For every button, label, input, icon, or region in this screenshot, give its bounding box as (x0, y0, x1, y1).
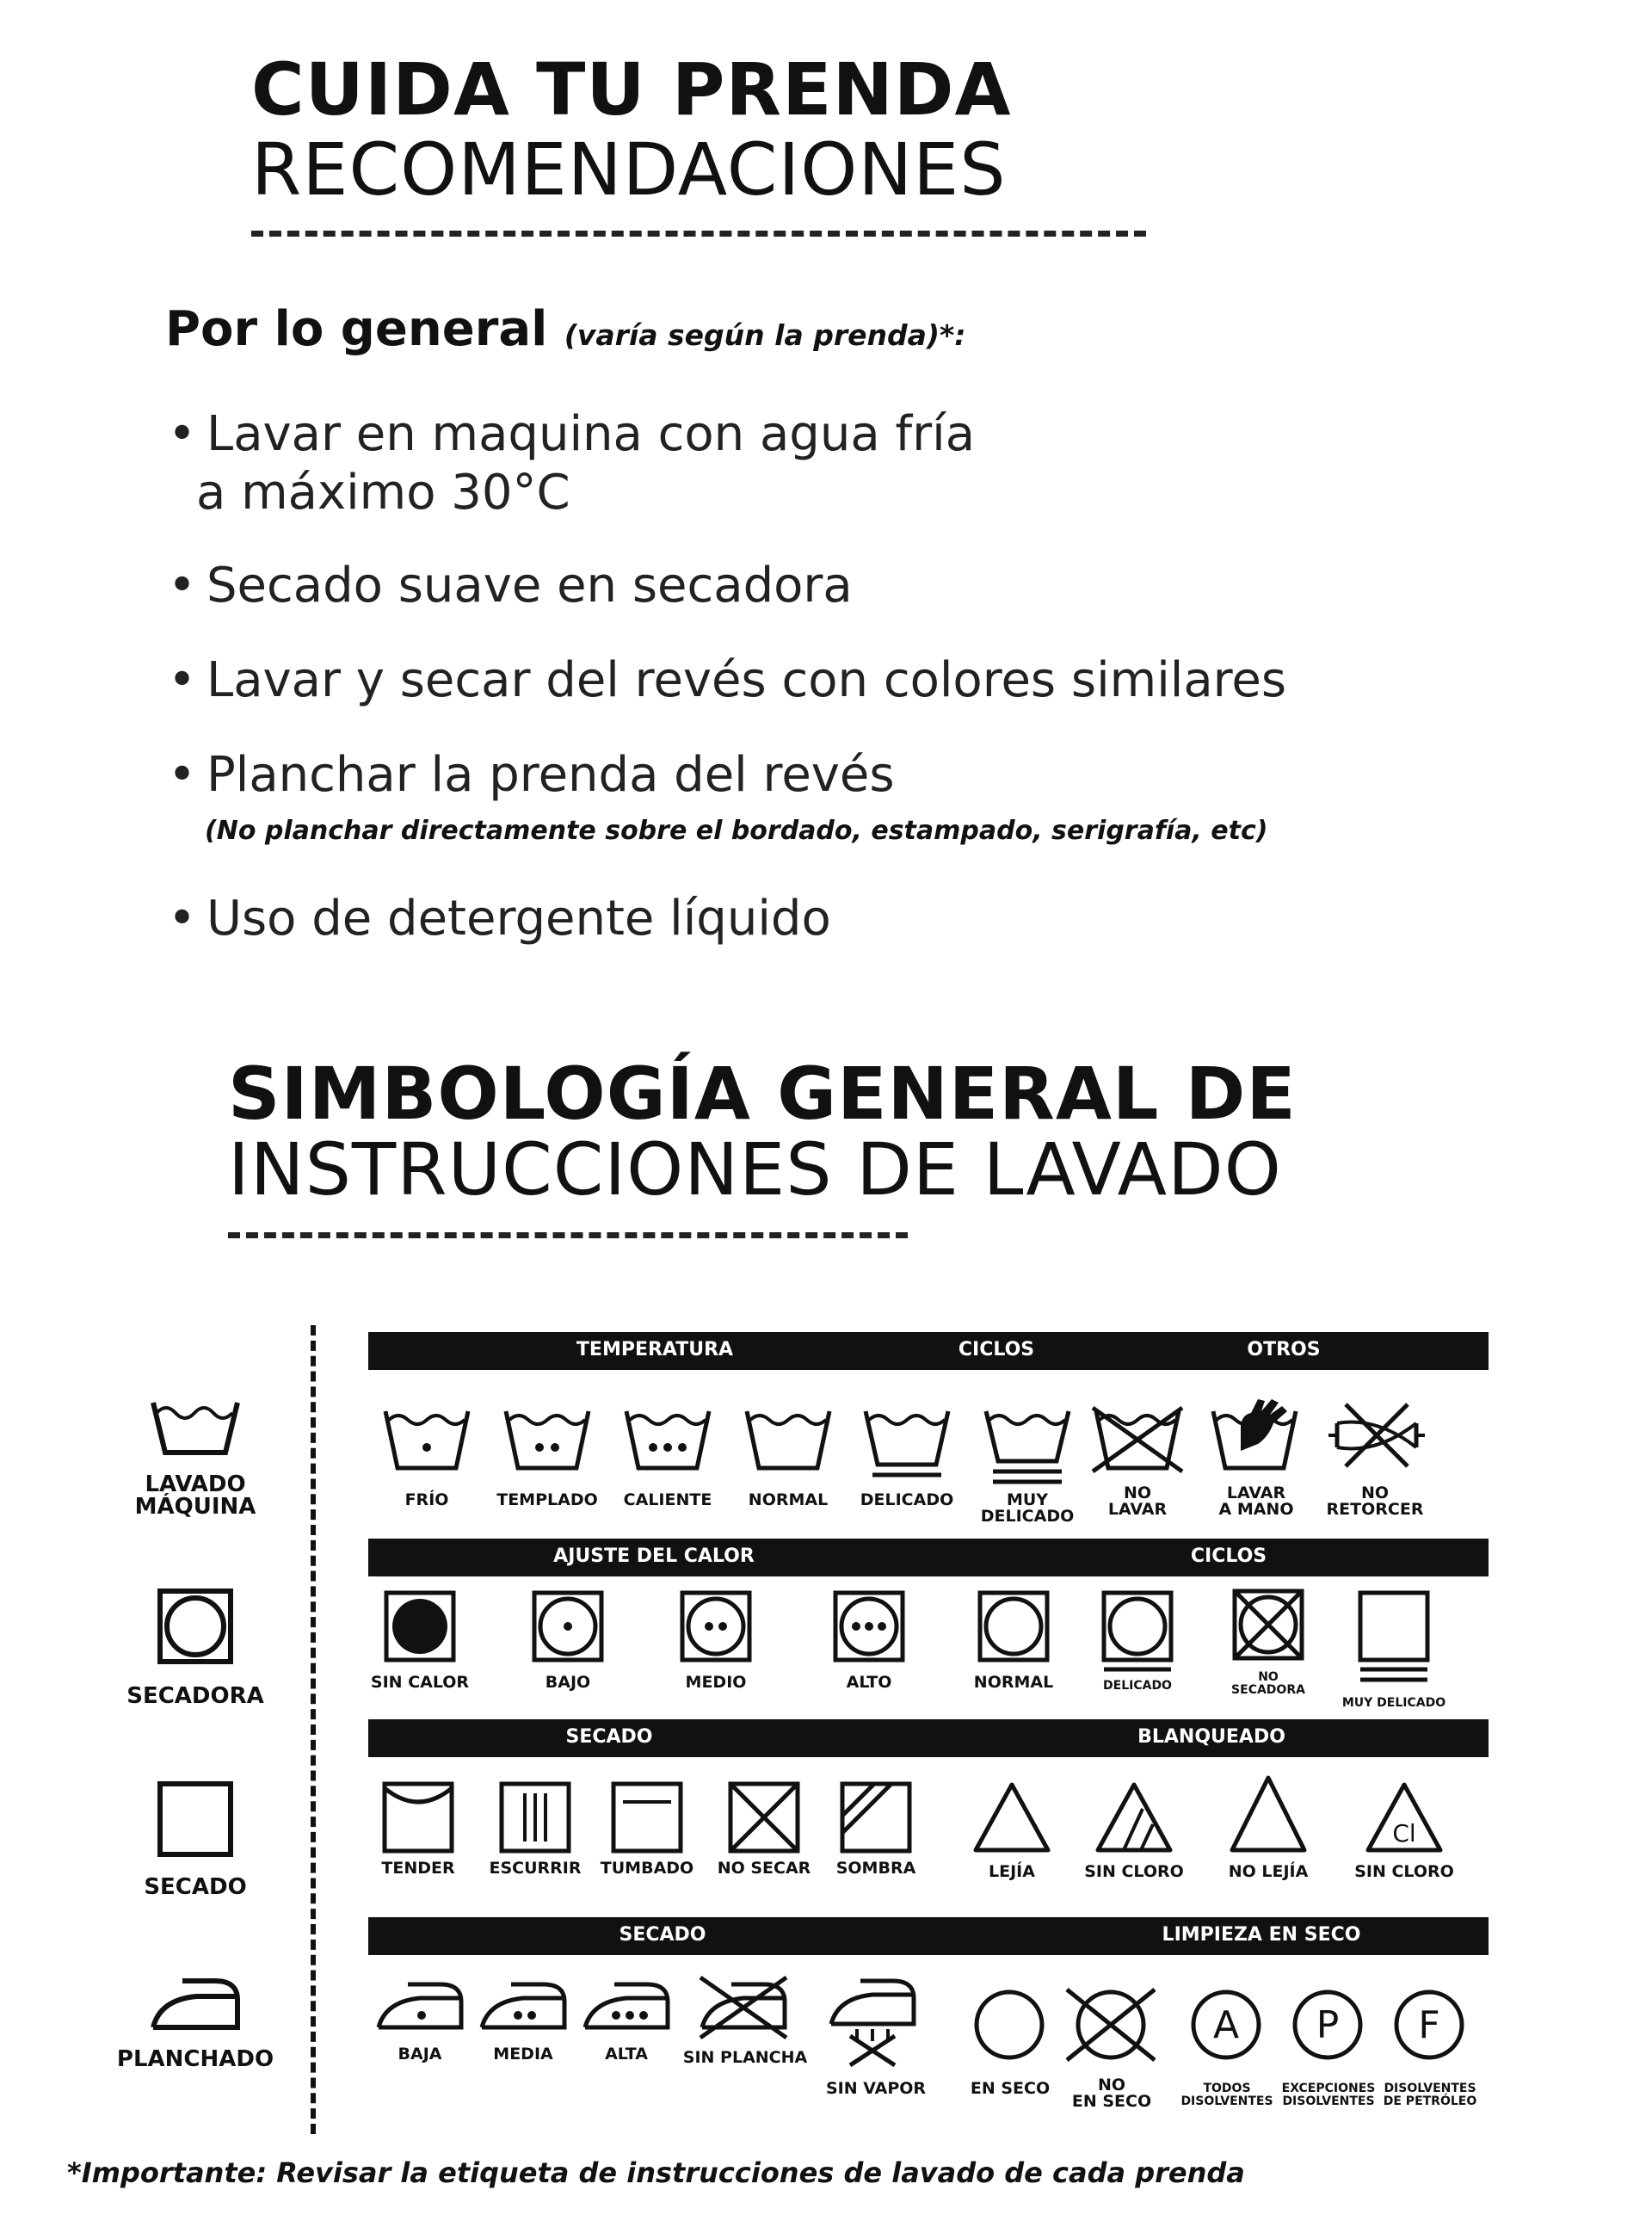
do-not-dry-icon (728, 1781, 800, 1854)
bullet-dot: • (168, 891, 197, 947)
label-no-secar: NO SECAR (717, 1859, 811, 1878)
bullet-dot: • (168, 406, 197, 462)
label-normal: NORMAL (748, 1490, 829, 1509)
care-title: CUIDA TU PRENDA (251, 47, 1012, 132)
wash-1-dot-icon (382, 1404, 472, 1473)
label-de-petroleo: DE PETRÓLEO (1383, 2094, 1477, 2108)
header-otros: OTROS (1247, 1339, 1321, 1360)
hand-wash-icon (1210, 1394, 1299, 1473)
bullet-dot: • (168, 747, 197, 803)
label-delicado-2: DELICADO (980, 1507, 1075, 1526)
header-bar-2 (368, 1539, 1489, 1576)
dry-square-icon (157, 1781, 233, 1857)
label-sin-vapor: SIN VAPOR (825, 2079, 927, 2098)
label-sombra: SOMBRA (835, 1859, 916, 1878)
header-ajuste-calor: AJUSTE DEL CALOR (553, 1545, 755, 1567)
label-lejia: LEJÍA (989, 1862, 1035, 1881)
label-lavar-a-mano (1192, 1485, 1321, 1518)
do-not-dry-clean-icon (1063, 1984, 1158, 2065)
label-alta: ALTA (605, 2045, 648, 2064)
do-not-wring-icon (1328, 1401, 1425, 1470)
vertical-separator (311, 1325, 316, 2134)
general-bold: Por lo general (165, 301, 548, 357)
label-disolventes: DISOLVENTES (1384, 2082, 1476, 2095)
category-dryer: SECADORA (126, 1683, 264, 1709)
category-iron: PLANCHADO (116, 2046, 274, 2072)
chlorine-bleach-icon (1365, 1780, 1444, 1855)
label-media: MEDIA (493, 2045, 553, 2064)
general-heading (165, 301, 965, 357)
bullet-1-line2: a máximo 30°C (196, 465, 570, 521)
label-no: NO (1258, 1670, 1279, 1684)
label-normal: NORMAL (973, 1673, 1054, 1692)
label-muy: MUY (1006, 1490, 1049, 1509)
symbols-title: SIMBOLOGÍA GENERAL DE (228, 1052, 1297, 1136)
do-not-iron-icon (693, 1974, 793, 2039)
label-sin-calor: SIN CALOR (370, 1673, 470, 1692)
label-a-mano: A MANO (1218, 1500, 1294, 1519)
glyph-a: A (1212, 2003, 1240, 2047)
iron-high-icon (582, 1979, 671, 2033)
label-disolventes-petroleo (1365, 2082, 1495, 2108)
iron-low-icon (375, 1979, 465, 2033)
divider (251, 231, 1146, 237)
label-lavar: LAVAR (1107, 1500, 1168, 1519)
header-ciclos: CICLOS (1190, 1545, 1267, 1567)
label-tender: TENDER (381, 1859, 455, 1878)
wash-tub-icon (148, 1392, 243, 1461)
label-no: NO (1097, 2076, 1126, 2094)
dry-clean-a-icon (1189, 1988, 1263, 2062)
label-disolventes: DISOLVENTES (1180, 2094, 1273, 2108)
no-bleach-icon (1229, 1773, 1308, 1855)
label-no-en-seco (1047, 2077, 1176, 2110)
label-en-seco: EN SECO (970, 2079, 1051, 2098)
bullet-dot: • (168, 652, 197, 708)
category-wash-line1: LAVADO (145, 1471, 246, 1497)
bullet-dot: • (168, 558, 197, 614)
label-escurrir: ESCURRIR (489, 1859, 582, 1878)
dry-clean-p-icon (1291, 1988, 1365, 2062)
header-ciclos: CICLOS (958, 1339, 1035, 1360)
dryer-normal-icon (977, 1590, 1050, 1663)
label-no-lejia: NO LEJÍA (1228, 1862, 1309, 1881)
label-no-retorcer (1310, 1485, 1439, 1518)
dryer-no-heat-icon (384, 1590, 456, 1663)
label-excepciones: EXCEPCIONES (1281, 2082, 1376, 2095)
flat-dry-icon (611, 1781, 683, 1854)
label-muy-delicado: MUY DELICADO (1341, 1696, 1446, 1710)
dryer-delicate-icon (1101, 1590, 1174, 1673)
dryer-high-icon (833, 1590, 905, 1663)
no-steam-icon (828, 1976, 917, 2070)
glyph-p: P (1316, 2003, 1340, 2047)
header-bar-3 (368, 1719, 1489, 1757)
wash-normal-icon (743, 1404, 833, 1473)
label-lavar: LAVAR (1226, 1484, 1286, 1502)
header-secado: SECADO (619, 1924, 706, 1946)
divider (228, 1232, 908, 1238)
label-baja: BAJA (398, 2045, 442, 2064)
glyph-f: F (1418, 2003, 1440, 2047)
header-bar-4 (368, 1917, 1489, 1955)
iron-icon (148, 1976, 243, 2033)
label-medio: MEDIO (685, 1673, 747, 1692)
bullet-4: Planchar la prenda del revés (206, 747, 895, 803)
dry-clean-f-icon (1392, 1988, 1466, 2062)
header-blanqueado: BLANQUEADO (1137, 1726, 1285, 1748)
label-secadora: SECADORA (1231, 1683, 1305, 1697)
label-no: NO (1123, 1484, 1152, 1502)
label-en-seco: EN SECO (1071, 2092, 1152, 2111)
tumble-dry-icon (157, 1589, 233, 1664)
label-todos: TODOS (1203, 2082, 1251, 2095)
label-no-lavar (1073, 1485, 1202, 1518)
footnote: *Importante: Revisar la etiqueta de instrucciones de lavado de cada prenda (67, 2156, 1245, 2189)
line-dry-icon (382, 1781, 454, 1854)
wash-2-dots-icon (502, 1404, 592, 1473)
header-secado: SECADO (565, 1726, 653, 1748)
label-retorcer: RETORCER (1326, 1500, 1424, 1519)
label-delicado: DELICADO (1103, 1679, 1172, 1693)
no-dryer-icon (1232, 1589, 1304, 1661)
label-caliente: CALIENTE (623, 1490, 712, 1509)
category-dry: SECADO (144, 1874, 247, 1900)
header-temperatura: TEMPERATURA (576, 1339, 734, 1360)
category-wash (101, 1473, 290, 1518)
bullet-1-line1: Lavar en maquina con agua fría (206, 406, 976, 462)
bullet-5: Uso de detergente líquido (206, 891, 831, 947)
non-chlorine-bleach-icon (1094, 1780, 1174, 1855)
chlorine-glyph: Cl (1392, 1819, 1416, 1848)
wash-very-delicate-icon (983, 1404, 1072, 1487)
drip-dry-icon (499, 1781, 571, 1854)
bleach-icon (972, 1780, 1051, 1855)
shade-dry-icon (840, 1781, 912, 1854)
label-delicado: DELICADO (860, 1490, 954, 1509)
label-disolventes: DISOLVENTES (1282, 2094, 1375, 2108)
label-templado: TEMPLADO (496, 1490, 598, 1509)
care-subtitle: RECOMENDACIONES (251, 127, 1007, 212)
dryer-very-delicate-icon (1358, 1590, 1430, 1683)
header-bar-1 (368, 1332, 1489, 1370)
label-tumbado: TUMBADO (600, 1859, 694, 1878)
wash-delicate-icon (862, 1404, 952, 1480)
bullet-2: Secado suave en secadora (206, 558, 853, 614)
dryer-low-icon (532, 1590, 604, 1663)
label-no-secadora (1204, 1671, 1333, 1697)
header-limpieza-seco: LIMPIEZA EN SECO (1162, 1924, 1361, 1946)
category-wash-line2: MÁQUINA (134, 1494, 256, 1520)
label-alto: ALTO (846, 1673, 892, 1692)
label-sin-cloro: SIN CLORO (1354, 1862, 1454, 1881)
label-no: NO (1360, 1484, 1390, 1502)
label-sin-plancha: SIN PLANCHA (682, 2048, 808, 2067)
symbols-subtitle: INSTRUCCIONES DE LAVADO (228, 1127, 1282, 1212)
general-note: (varía según la prenda)*: (564, 318, 966, 352)
bullet-4-note: (No planchar directamente sobre el bordado, estampado, serigrafía, etc) (205, 816, 1268, 846)
iron-medium-icon (478, 1979, 568, 2033)
dryer-medium-icon (680, 1590, 752, 1663)
do-not-wash-icon (1089, 1404, 1186, 1473)
bullet-3: Lavar y secar del revés con colores similares (206, 652, 1287, 708)
wash-3-dots-icon (623, 1404, 712, 1473)
label-sin-cloro: SIN CLORO (1084, 1862, 1184, 1881)
dry-clean-icon (972, 1988, 1046, 2062)
label-bajo: BAJO (545, 1673, 591, 1692)
label-frio: FRÍO (404, 1490, 449, 1509)
